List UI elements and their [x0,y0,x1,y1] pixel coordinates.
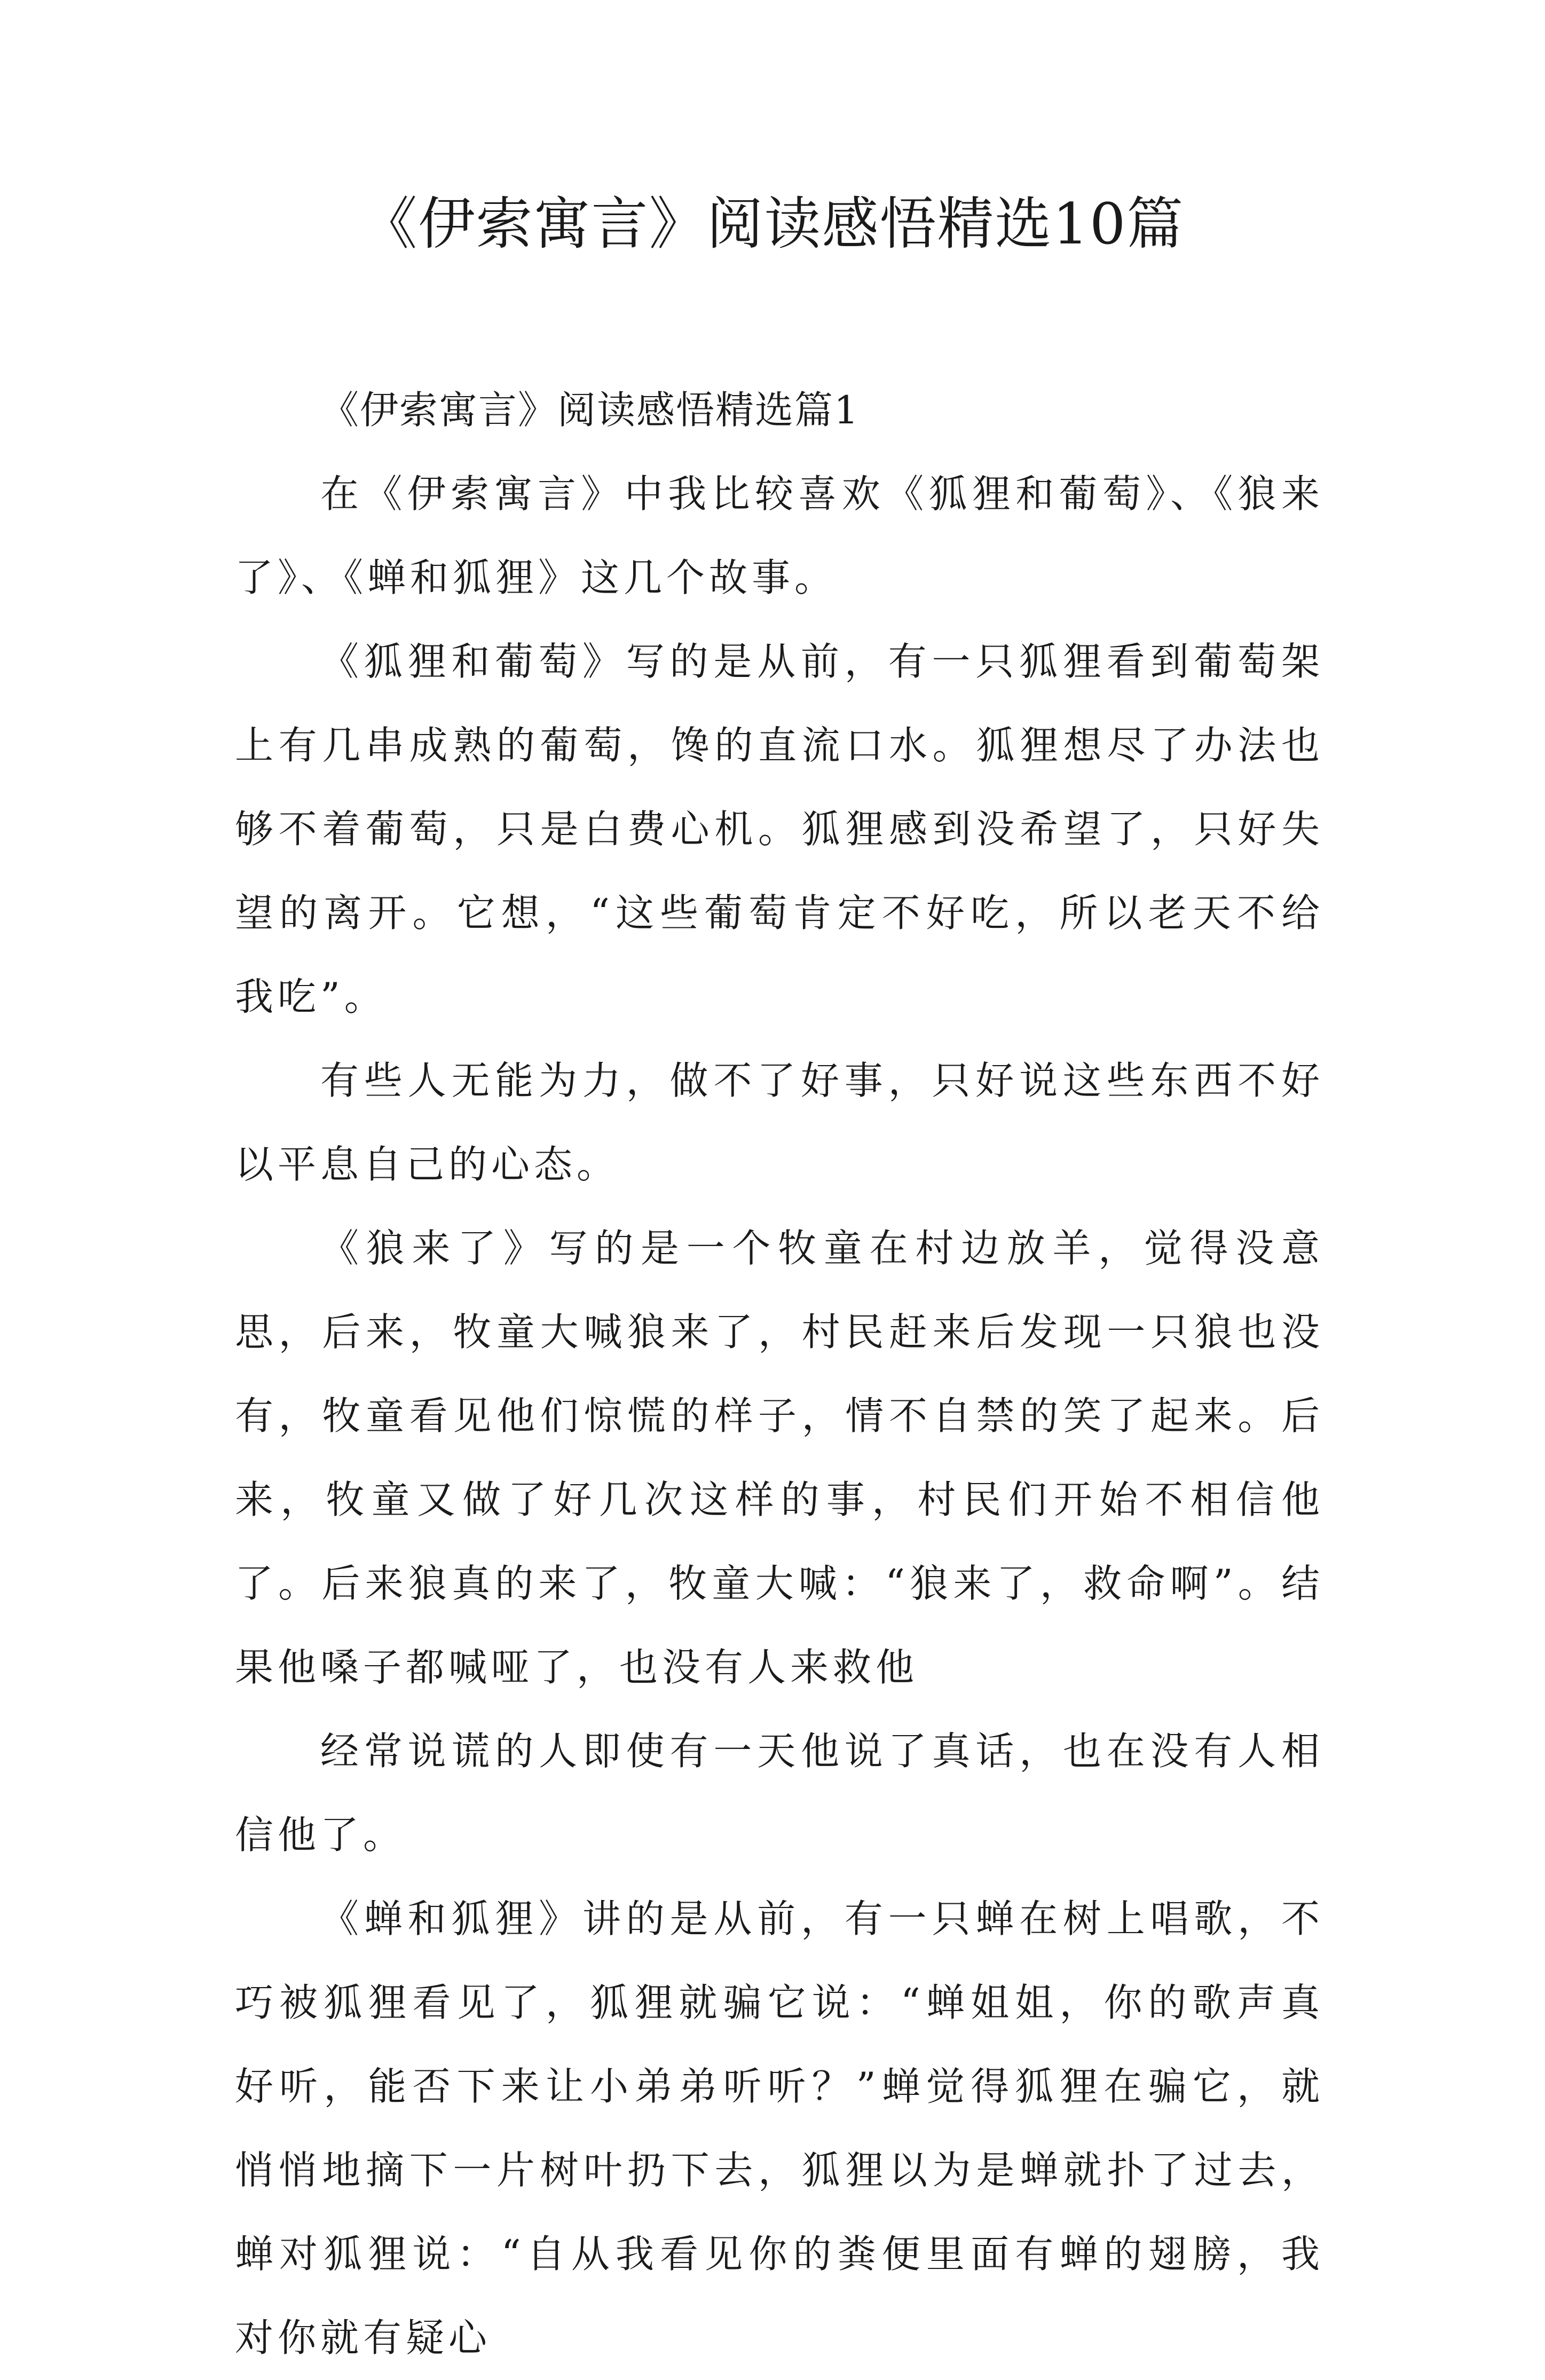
paragraph-6: 《蝉和狐狸》讲的是从前，有一只蝉在树上唱歌，不巧被狐狸看见了，狐狸就骗它说：“蝉姐姐，你的歌声真好听，能否下来让小弟弟听听？”蝉觉得狐狸在骗它，就悄悄地摘下一片树叶扔下去，狐狸以为是蝉就扑了过去，蝉对狐狸说：“自从我看见你的粪便里面有蝉的翅膀，我对你就有疑心 [235,1896,1324,2360]
paragraph-5: 经常说谎的人即使有一天他说了真话，也在没有人相信他了。 [235,1729,1324,1857]
section-heading: 《伊索寓言》阅读感悟精选篇1 [320,388,860,432]
document-body [235,368,1324,2380]
paragraph-2: 《狐狸和葡萄》写的是从前，有一只狐狸看到葡萄架上有几串成熟的葡萄，馋的直流口水。狐狸想尽了办法也够不着葡萄，只是白费心机。狐狸感到没希望了，只好失望的离开。它想，“这些葡萄肯定不好吃，所以老天不给我吃”。 [235,639,1324,1019]
paragraph-4: 《狼来了》写的是一个牧童在村边放羊，觉得没意思，后来，牧童大喊狼来了，村民赶来后发现一只狼也没有，牧童看见他们惊慌的样子，情不自禁的笑了起来。后来，牧童又做了好几次这样的事，村民们开始不相信他了。后来狼真的来了，牧童大喊：“狼来了，救命啊”。结果他嗓子都喊哑了，也没有人来救他 [235,1226,1324,1690]
document-title: 《伊索寓言》阅读感悟精选10篇 [360,191,1185,257]
paragraph-1: 在《伊索寓言》中我比较喜欢《狐狸和葡萄》、《狼来了》、《蝉和狐狸》这几个故事。 [235,471,1324,600]
paragraph-3: 有些人无能为力，做不了好事，只好说这些东西不好以平息自己的心态。 [235,1058,1324,1187]
